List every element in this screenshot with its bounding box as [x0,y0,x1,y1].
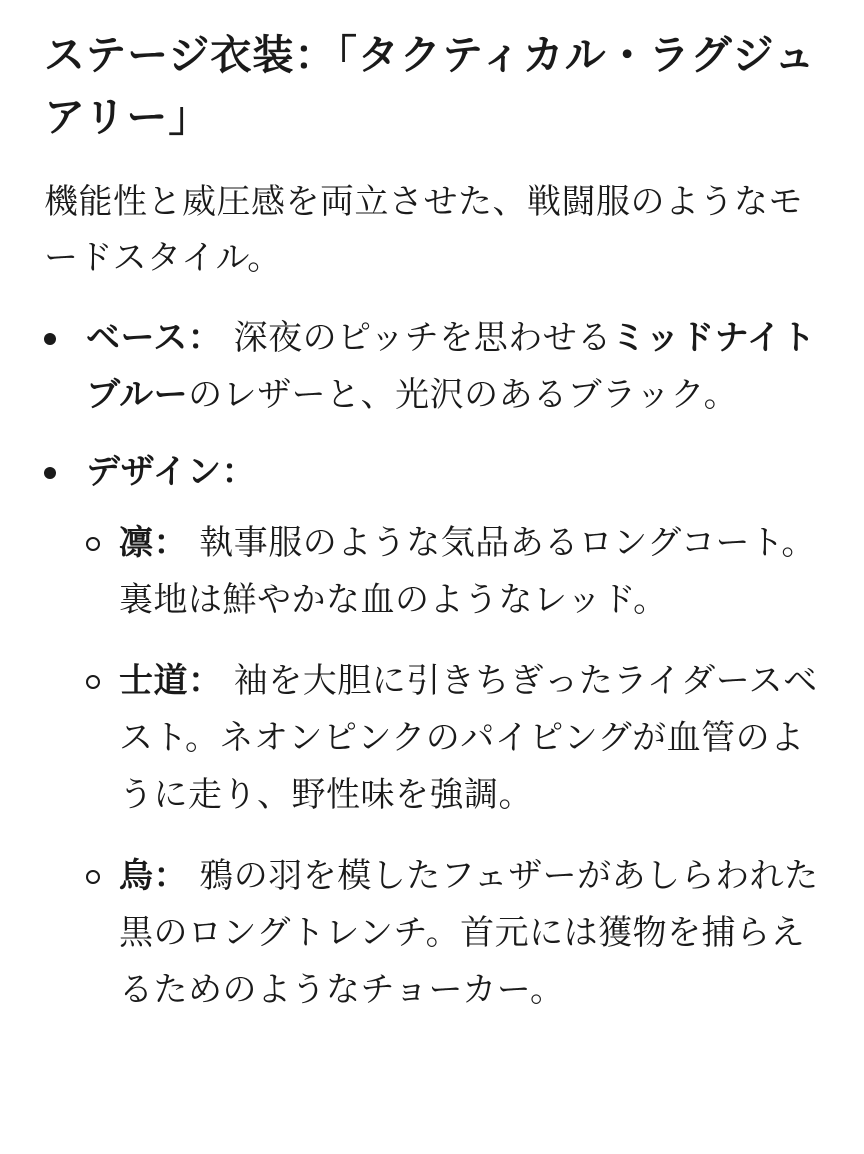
circle-bullet-icon [86,537,100,551]
circle-bullet-icon [86,870,100,884]
sub-item-name: 士道： [119,661,223,701]
main-bullet-list [44,310,824,1019]
sub-item-text: 袖を大胆に引きちぎったライダースベスト。ネオンピンクのパイピングが血管のように走り、野性味を強調。 [119,661,818,815]
sub-item-text: 執事服のような気品あるロングコート。裏地は鮮やかな血のようなレッド。 [119,523,816,620]
sub-item-name: 烏： [119,856,188,896]
design-sub-list [86,515,824,1019]
sub-item-shidou [86,653,824,824]
design-label: デザイン： [86,452,257,492]
bullet-icon [44,333,56,345]
sub-item-karasu [86,848,824,1019]
circle-bullet-icon [86,675,100,689]
list-item-design [44,444,824,1019]
base-label: ベース： [86,318,223,358]
base-highlight: ミッドナイトブルー [86,318,816,415]
sub-item-rin [86,515,824,629]
bullet-icon [44,467,56,479]
page-title: ステージ衣装：「タクティカル・ラグジュアリー」 [44,31,816,141]
sub-item-name: 凛： [119,523,188,563]
list-item-base [44,310,824,424]
base-text-before: 深夜のピッチを思わせる [222,318,612,358]
intro-paragraph: 機能性と威圧感を両立させた、戦闘服のようなモードスタイル。 [44,182,803,278]
base-text-after: のレザーと、光沢のあるブラック。 [188,375,739,415]
sub-item-text: 鴉の羽を模したフェザーがあしらわれた黒のロングトレンチ。首元には獲物を捕らえるためのようなチョーカー。 [119,856,819,1010]
